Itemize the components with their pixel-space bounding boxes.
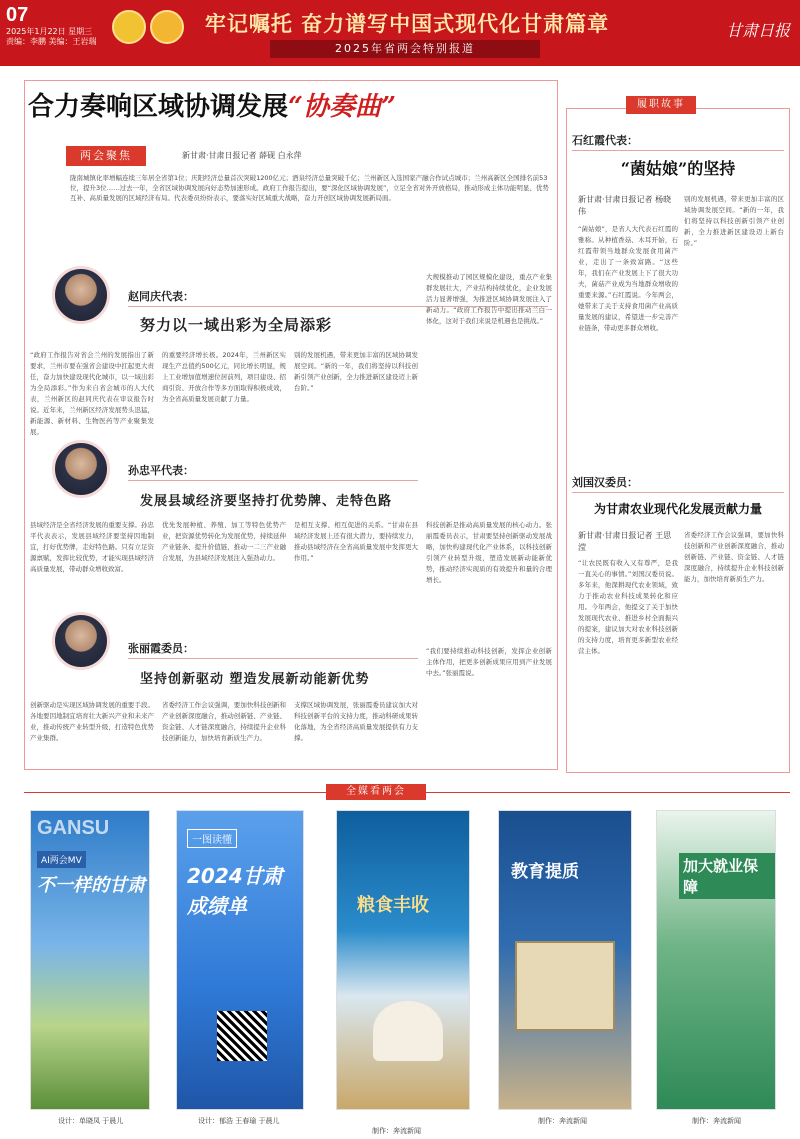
col-text-8: 科技创新是推动高质量发展的核心动力。张丽霞委员表示，甘肃要坚持创新驱动发展战略，加快构建现代化产业体系，以科技创新引领产业转型升级，塑造发展新动能新优势，推动经济实现质的有效提升和量的合理增长。	[426, 521, 552, 584]
col-text-5: 县域经济是全省经济发展的重要支撑。孙忠平代表表示，发展县域经济要坚持因地制宜，打好优势牌，走好特色路。只有立足资源禀赋，发挥比较优势，才能实现县域经济高质量发展，带动群众增收致富。	[30, 521, 154, 573]
rep-title-3: 坚持创新驱动 塑造发展新动能新优势	[140, 672, 370, 687]
masthead-subtitle: 2025年省两会特别报道	[270, 40, 540, 58]
grain-pile-icon	[373, 1001, 443, 1061]
main-headline	[28, 86, 568, 126]
avatar-zhao	[52, 266, 110, 324]
section-badge-gallery: 全媒看两会	[326, 784, 426, 800]
story1-byline: 新甘肃·甘肃日报记者 杨晓伟	[578, 195, 672, 216]
story2-speaker: 刘国汉委员：	[572, 476, 638, 489]
rep-title-2: 发展县域经济要坚持打优势牌、走特色路	[140, 494, 393, 509]
poster-title: 粮食丰收	[357, 895, 429, 916]
divider	[128, 658, 418, 659]
poster-title: 教育提质	[511, 862, 579, 882]
credit-5: 制作：奔流新闻	[692, 1117, 741, 1125]
col-text-6: 优先发展种植、养殖、加工等特色优势产业，把资源优势转化为发展优势，持续延伸产业链条、提升价值链，推动一二三产业融合发展，为县域经济发展注入强劲动力。	[162, 521, 286, 562]
section-badge-story: 履职故事	[626, 96, 696, 114]
credit-4: 制作：奔流新闻	[538, 1117, 587, 1125]
divider	[572, 492, 784, 493]
date-line: 2025年1月22日 星期三	[6, 27, 93, 36]
poster-title: 不一样的甘肃	[37, 875, 145, 896]
col-text-9: 省委经济工作会议强调，要加快科技创新和产业创新深度融合，推动创新链、产业链、资金链、人才链深度融合，持续提升企业科技创新能力，加快培育新质生产力。	[162, 701, 286, 742]
story1-title: “菌姑娘”的坚持	[620, 159, 736, 178]
newspaper-logo: 甘肃日报	[725, 21, 790, 40]
avatar-zhang	[52, 612, 110, 670]
col-text-2: 的重要经济增长极。2024年，兰州新区实现生产总值约500亿元，同比增长明显，规上工业增加值增速位居前列，项目建设、招商引资、开放合作等多方面取得积极成效，为全省高质量发展贡献了力量。	[162, 351, 286, 403]
story2-text-right: 省委经济工作会议强调，要加快科技创新和产业创新深度融合，推动创新链、产业链、资金链、人才链深度融合，持续提升企业科技创新能力，加快培育新质生产力。	[684, 531, 784, 583]
story2-text-left: “让农民既有收入又有尊严，是我一直关心的事情。”刘国汉委员说。多年来，他深耕现代农业领域，致力于推动农业科技成果转化和应用。今年两会，他提交了关于加快发展现代农业、推进乡村全面振兴的提案，建议加大对农业科技创新的支持力度，培育更多新型农业经营主体。	[578, 559, 678, 655]
rep-title-1: 努力以一域出彩为全局添彩	[140, 316, 333, 334]
headline-black: 合力奏响区域协调发展	[28, 92, 289, 122]
rep-name-2: 孙忠平代表：	[128, 464, 194, 477]
col-text-10: 创新驱动是实现区域协调发展的重要手段。各地要因地制宜培育壮大新兴产业和未来产业，推动传统产业转型升级，打造特色优势产业集群。	[30, 701, 154, 742]
story1-text-right: 别的发展机遇，带来更加丰富的区域协调发展空间。“新的一年，我们将坚持以科技创新引领产业创新，全力推进新区建设迈上新台阶。”	[684, 195, 784, 247]
story2-title: 为甘肃农业现代化发展贡献力量	[593, 502, 762, 516]
page-meta	[6, 4, 106, 62]
col-text-12: “我们要持续推动科技创新，发挥企业创新主体作用，把更多创新成果应用到产业发展中去。”张丽霞说。	[426, 647, 552, 677]
masthead-title: 牢记嘱托 奋力谱写中国式现代化甘肃篇章	[204, 11, 610, 36]
poster-gansu-mv[interactable]	[30, 810, 150, 1110]
masthead	[0, 0, 800, 66]
divider	[128, 480, 418, 481]
poster-2024-chengjidan[interactable]	[176, 810, 304, 1110]
avatar-sun	[52, 440, 110, 498]
col-text-4: 大规模推动了园区规模化建设，重点产业集群发展壮大，产业结构持续优化，企业发展活力显著增强，为推进区域协调发展注入了新动力。“政府工作报告中提出推动兰白一体化，这对于我们来说是机遇也是挑战。”	[426, 273, 552, 325]
rep-name-1: 赵同庆代表：	[128, 290, 194, 303]
page-number: 07	[6, 4, 29, 26]
poster-grain-harvest[interactable]	[336, 810, 470, 1110]
main-byline: 新甘肃·甘肃日报记者 薛砚 白永萍	[182, 151, 302, 160]
credit-2: 设计：郁浩 王春瑜 于晨儿	[198, 1117, 280, 1125]
poster-top-text: GANSU	[37, 817, 110, 839]
story1-text-left: “菌姑娘”，是省人大代表石红霞的雅称。从种植香菇、木耳开始，石红霞带领当地群众发展食用菌产业，走出了一条致富路。“这些年，我们在产业发展上下了很大功夫，菌菇产业成为当地群众增收的重要来源。”石红霞说。今年两会，她带来了关于支持食用菌产业高质量发展的建议，希望进一步完善产业链条，带动更多群众增收。	[578, 225, 678, 332]
cppcc-emblem-icon	[150, 10, 184, 44]
poster-title: 2024甘肃成绩单	[187, 864, 283, 918]
rep-name-3: 张丽霞委员：	[128, 642, 194, 655]
main-intro: 陇南城镇化率增幅连续三年居全省第1位；庆阳经济总量首次突破1200亿元；酒泉经济总量突破千亿；兰州新区入选国家产融合作试点城市；兰州高新区全国排名前53位，提升3位……过去一年，全省区域协调发展向好态势加速形成。政府工作报告提出，要“深化区域协调发展”，立足全省对外开放格局，推动形成主体功能明显、优势互补、高质量发展的区域经济布局。代表委员纷纷表示，要落实好区域重大战略，奋力开创区域协调发展新局面。	[70, 174, 549, 202]
credit-3: 制作：奔流新闻	[372, 1127, 421, 1135]
col-text-1: “政府工作报告对省会兰州的发展指出了新要求，兰州市要在强省会建设中扛起更大责任，奋力加快建设现代化城市，以一域出彩为全局添彩。”作为来自省会城市的人大代表，兰州新区的赵同庆代表在审议报告时说。近年来，兰州新区经济发展势头迅猛，新能源、新材料、生物医药等产业聚集发展。	[30, 351, 154, 436]
poster-employment[interactable]	[656, 810, 776, 1110]
editor-line: 责编：李鹏 美编：王岩瑞	[6, 37, 97, 46]
credit-1: 设计：单晓凤 于晨儿	[58, 1117, 124, 1125]
story2-byline: 新甘肃·甘肃日报记者 王思滢	[578, 531, 672, 552]
classroom-icon	[515, 941, 615, 1031]
poster-education[interactable]	[498, 810, 632, 1110]
poster-title: 加大就业保障	[679, 853, 775, 899]
col-text-3: 别的发展机遇，带来更加丰富的区域协调发展空间。“新的一年，我们将坚持以科技创新引领产业创新，全力推进新区建设迈上新台阶。”	[294, 351, 418, 392]
col-text-7: 是相互支撑、相互促进的关系。“甘肃在县域经济发展上还有很大潜力，要持续发力，推动县域经济在全省高质量发展中发挥更大作用。”	[294, 521, 418, 562]
poster-top-text: 一图读懂	[187, 829, 237, 848]
qr-code-icon	[217, 1011, 267, 1061]
poster-sub: AI两会MV	[37, 851, 86, 868]
divider	[572, 150, 784, 151]
section-badge-lianghui: 两会聚焦	[66, 146, 146, 166]
headline-red: “协奏曲”	[288, 92, 396, 122]
national-emblem-icon	[112, 10, 146, 44]
story1-speaker: 石红霞代表：	[572, 134, 638, 147]
col-text-11: 支撑区域协调发展，张丽霞委员建议加大对科技创新平台的支持力度，推动科研成果转化落地，为全省经济高质量发展提供有力支撑。	[294, 701, 418, 742]
